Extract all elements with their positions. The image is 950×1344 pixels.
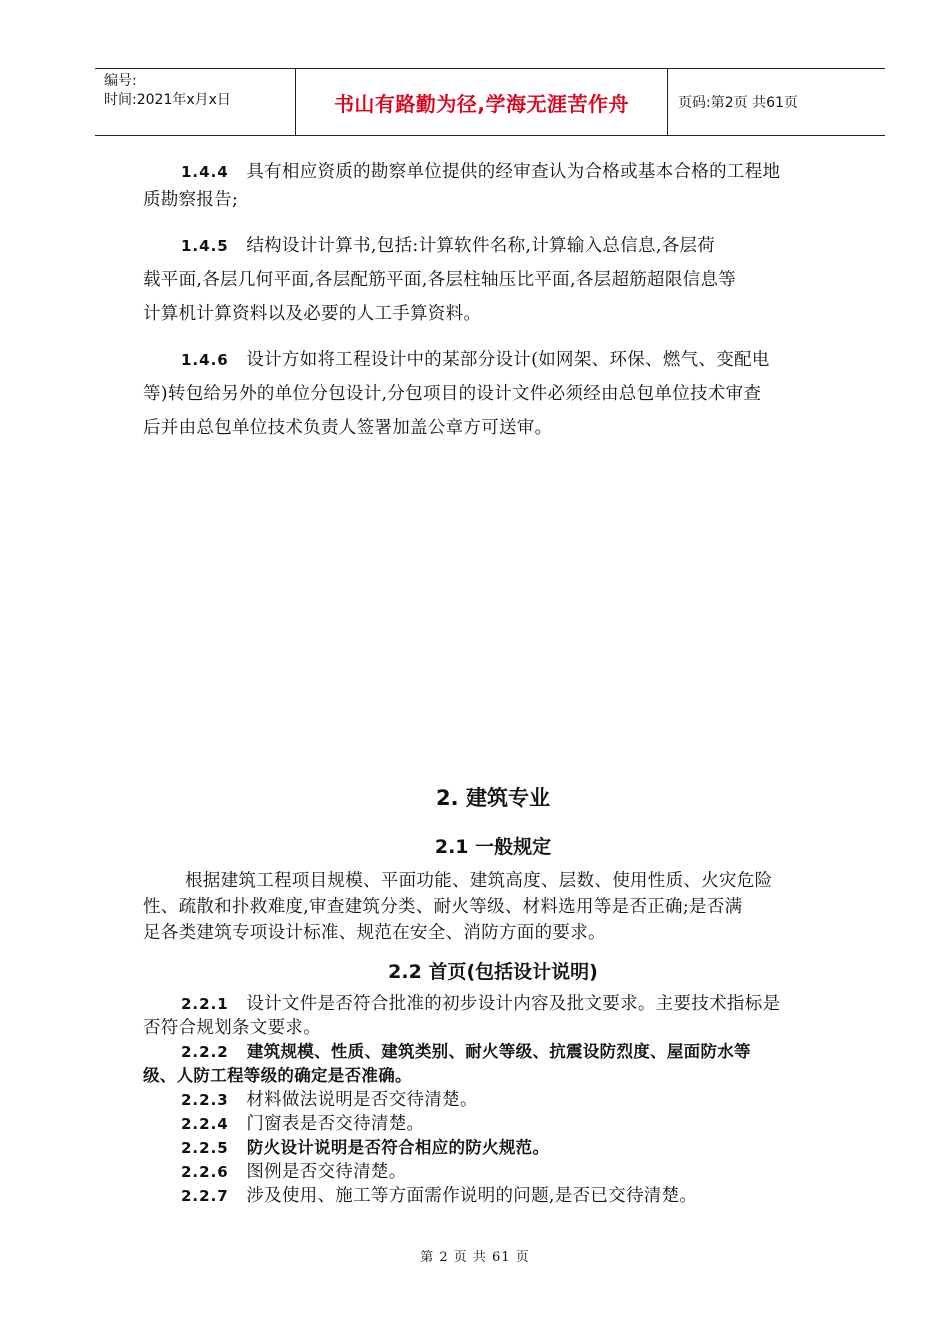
serial-label: 编号: — [104, 73, 137, 89]
item-text: 建筑规模、性质、建筑类别、耐火等级、抗震设防烈度、屋面防水等 — [246, 1042, 751, 1061]
header-page-info: 页码:第2页 共61页 — [678, 95, 798, 111]
item-2-2-7 — [143, 1184, 843, 1208]
item-2-2-3 — [143, 1088, 843, 1112]
time-label: 时间:2021年x月x日 — [104, 92, 231, 108]
item-number: 1.4.5 — [181, 237, 229, 255]
item-1-4-6 — [143, 346, 843, 374]
item-number: 2.2.1 — [181, 995, 229, 1013]
chapter-title: 2. 建筑专业 — [436, 786, 550, 810]
item-text: 材料做法说明是否交待清楚。 — [246, 1090, 478, 1110]
item-number: 2.2.4 — [181, 1115, 229, 1133]
item-text-cont: 等)转包给另外的单位分包设计,分包项目的设计文件必须经由总包单位技术审查 — [143, 384, 762, 404]
page-header — [95, 68, 885, 136]
item-text: 防火设计说明是否符合相应的防火规范。 — [246, 1138, 550, 1157]
paragraph-line: 足各类建筑专项设计标准、规范在安全、消防方面的要求。 — [143, 923, 606, 943]
item-text: 结构设计计算书,包括:计算软件名称,计算输入总信息,各层荷 — [246, 236, 716, 256]
section-2-1-title: 2.1 一般规定 — [434, 836, 552, 858]
item-number: 2.2.7 — [181, 1187, 229, 1205]
item-2-2-1 — [143, 992, 843, 1016]
item-text-cont: 级、人防工程等级的确定是否准确。 — [143, 1066, 412, 1085]
section-2-1-body — [143, 868, 843, 946]
item-text-cont: 后并由总包单位技术负责人签署加盖公章方可送审。 — [143, 418, 553, 438]
item-2-2-5 — [143, 1136, 843, 1160]
item-text: 门窗表是否交待清楚。 — [246, 1114, 425, 1134]
item-2-2-2 — [143, 1040, 843, 1064]
section-1-4 — [143, 158, 843, 442]
item-text: 图例是否交待清楚。 — [246, 1162, 407, 1182]
item-number: 1.4.4 — [181, 163, 229, 181]
page-footer: 第 2 页 共 61 页 — [420, 1250, 530, 1265]
item-text-cont: 计算机计算资料以及必要的人工手算资料。 — [143, 304, 482, 324]
item-2-2-4 — [143, 1112, 843, 1136]
header-meta — [95, 69, 296, 135]
item-2-2-6 — [143, 1160, 843, 1184]
header-motto: 书山有路勤为径,学海无涯苦作舟 — [296, 69, 668, 135]
item-number: 2.2.6 — [181, 1163, 229, 1181]
item-text-cont: 质勘察报告; — [143, 190, 239, 210]
item-text: 设计方如将工程设计中的某部分设计(如网架、环保、燃气、变配电 — [246, 350, 770, 370]
item-text: 涉及使用、施工等方面需作说明的问题,是否已交待清楚。 — [246, 1186, 698, 1206]
paragraph-line: 性、疏散和扑救难度,审查建筑分类、耐火等级、材料选用等是否正确;是否满 — [143, 897, 743, 917]
item-number: 2.2.2 — [181, 1043, 229, 1061]
item-number: 2.2.3 — [181, 1091, 229, 1109]
item-number: 2.2.5 — [181, 1139, 229, 1157]
paragraph-line: 根据建筑工程项目规模、平面功能、建筑高度、层数、使用性质、火灾危险 — [185, 871, 773, 891]
item-text-cont: 否符合规划条文要求。 — [143, 1018, 321, 1038]
section-2-2-title: 2.2 首页(包括设计说明) — [388, 961, 598, 983]
item-text-cont: 载平面,各层几何平面,各层配筋平面,各层柱轴压比平面,各层超筋超限信息等 — [143, 270, 737, 290]
item-text: 设计文件是否符合批准的初步设计内容及批文要求。主要技术指标是 — [246, 994, 781, 1014]
item-1-4-4 — [143, 158, 843, 186]
item-number: 1.4.6 — [181, 351, 229, 369]
item-text: 具有相应资质的勘察单位提供的经审查认为合格或基本合格的工程地 — [246, 162, 781, 182]
section-2-2-body — [143, 992, 843, 1208]
item-1-4-5 — [143, 232, 843, 260]
